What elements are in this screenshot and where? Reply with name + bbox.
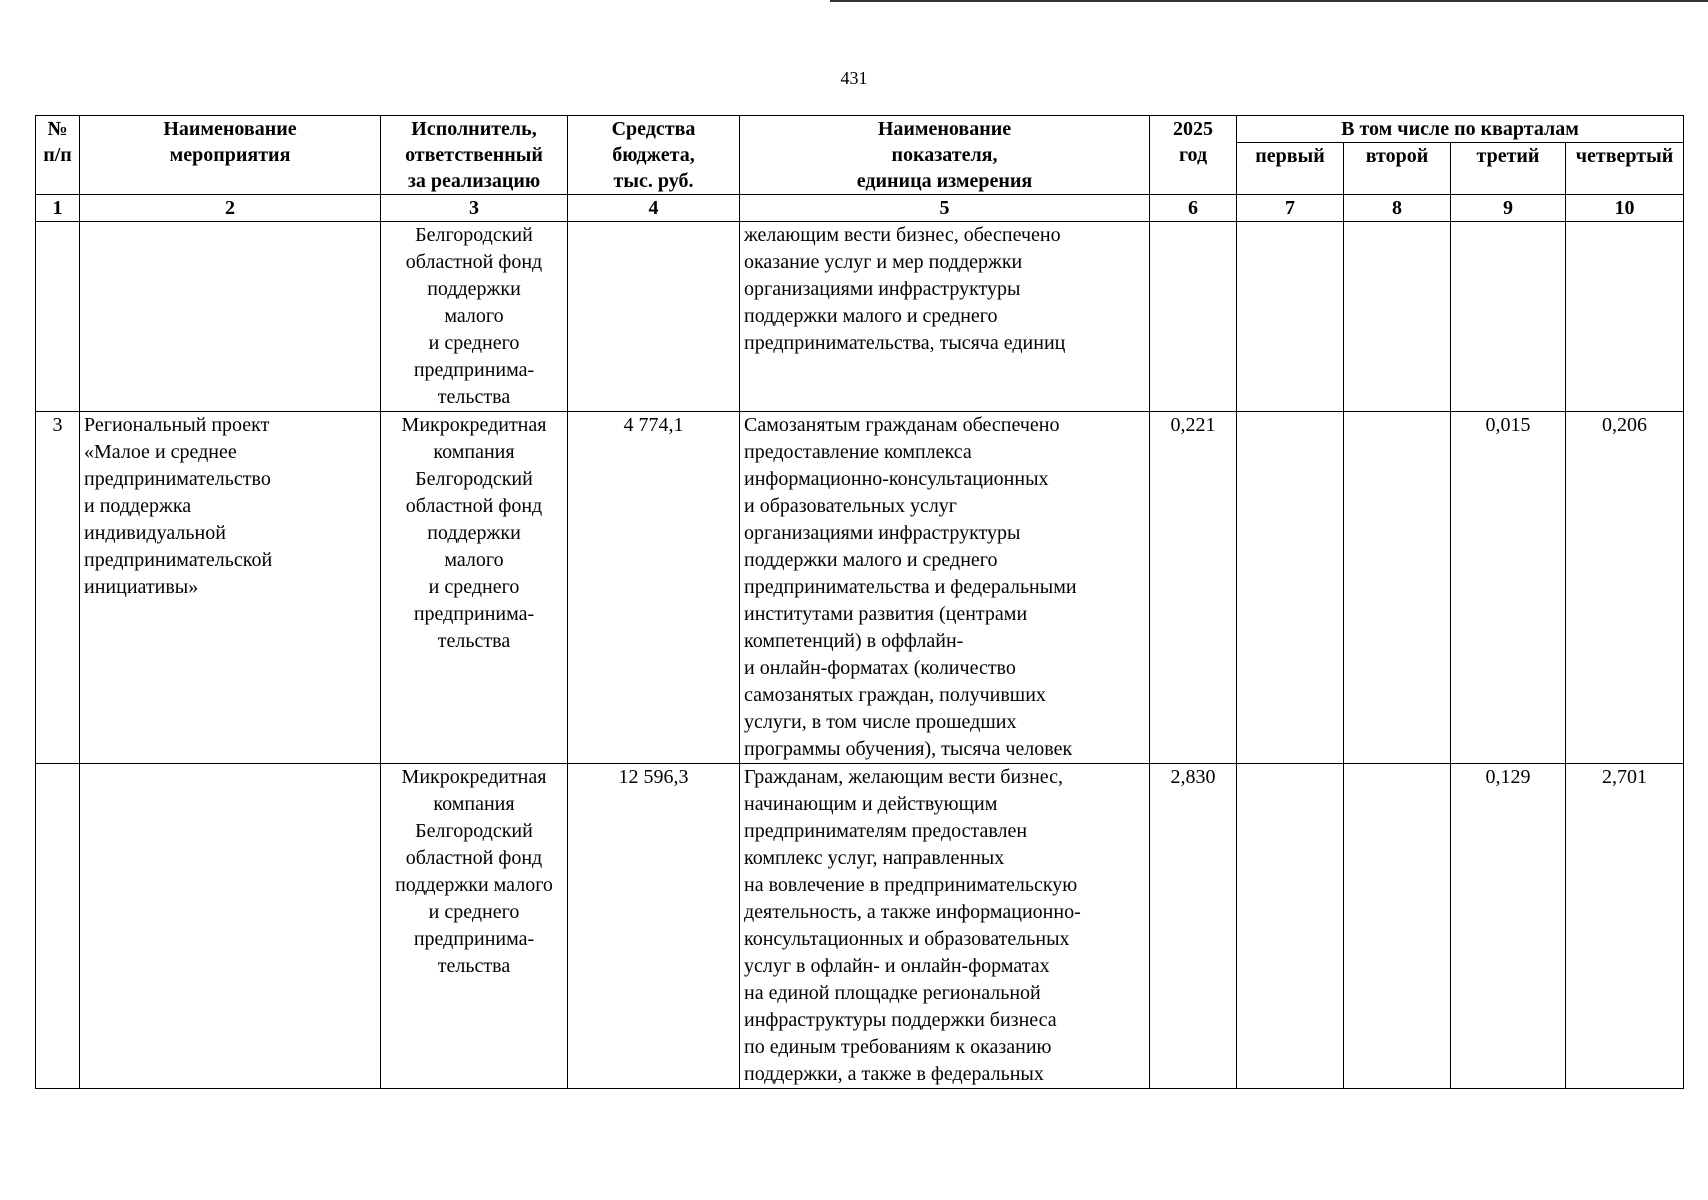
column-number: 7 — [1237, 195, 1344, 222]
year-value — [1150, 222, 1237, 412]
executor: Микрокредитная компания Белгородский областной фонд поддержки малого и среднего предпринима- тельства — [381, 412, 568, 764]
column-number: 6 — [1150, 195, 1237, 222]
header-quarters: В том числе по кварталам — [1237, 116, 1684, 143]
q1-value — [1237, 412, 1344, 764]
header-year: 2025 год — [1150, 116, 1237, 195]
column-number-row — [36, 195, 1684, 222]
year-value: 2,830 — [1150, 764, 1237, 1089]
column-number: 1 — [36, 195, 80, 222]
q3-value: 0,015 — [1451, 412, 1566, 764]
q1-value — [1237, 222, 1344, 412]
budget-amount: 4 774,1 — [568, 412, 740, 764]
budget-amount — [568, 222, 740, 412]
event-name — [80, 222, 381, 412]
row-number — [36, 764, 80, 1089]
indicator-text: Самозанятым гражданам обеспечено предоставление комплекса информационно-консультационных и образовательных услуг организациями инфраструктуры поддержки малого и среднего предпринимательства и федеральными институтами развития (центрами компетенций) в оффлайн- и онлайн-форматах (количество самозанятых граждан, получивших услуги, в том числе прошедших программы обучения), тысяча человек — [740, 412, 1150, 764]
header-q1: первый — [1237, 143, 1344, 195]
header-q4: четвертый — [1566, 143, 1684, 195]
q4-value — [1566, 222, 1684, 412]
q1-value — [1237, 764, 1344, 1089]
row-number: 3 — [36, 412, 80, 764]
header-num: № п/п — [36, 116, 80, 195]
q4-value: 2,701 — [1566, 764, 1684, 1089]
header-indicator: Наименование показателя, единица измерения — [740, 116, 1150, 195]
q3-value: 0,129 — [1451, 764, 1566, 1089]
executor: Микрокредитная компания Белгородский областной фонд поддержки малого и среднего предпринима- тельства — [381, 764, 568, 1089]
event-name — [80, 764, 381, 1089]
column-number: 4 — [568, 195, 740, 222]
table-row — [36, 222, 1684, 412]
column-number: 2 — [80, 195, 381, 222]
year-value: 0,221 — [1150, 412, 1237, 764]
page-number: 431 — [840, 68, 868, 88]
indicator-text: Гражданам, желающим вести бизнес, начинающим и действующим предпринимателям предоставлен комплекс услуг, направленных на вовлечение в предпринимательскую деятельность, а также информационно- консультационных и образовательных услуг в офлайн- и онлайн-форматах на единой площадке региональной инфраструктуры поддержки бизнеса по единым требованиям к оказанию поддержки, а также в федеральных — [740, 764, 1150, 1089]
executor: Белгородский областной фонд поддержки малого и среднего предпринима- тельства — [381, 222, 568, 412]
header-budget: Средства бюджета, тыс. руб. — [568, 116, 740, 195]
q2-value — [1344, 222, 1451, 412]
q2-value — [1344, 412, 1451, 764]
header-q2: второй — [1344, 143, 1451, 195]
q2-value — [1344, 764, 1451, 1089]
column-number: 10 — [1566, 195, 1684, 222]
column-number: 8 — [1344, 195, 1451, 222]
column-number: 5 — [740, 195, 1150, 222]
row-number — [36, 222, 80, 412]
column-number: 3 — [381, 195, 568, 222]
top-edge-line — [830, 0, 1708, 2]
column-number: 9 — [1451, 195, 1566, 222]
budget-amount: 12 596,3 — [568, 764, 740, 1089]
table-row — [36, 412, 1684, 764]
measures-table — [35, 115, 1684, 1089]
q3-value — [1451, 222, 1566, 412]
indicator-text: желающим вести бизнес, обеспечено оказание услуг и мер поддержки организациями инфраструктуры поддержки малого и среднего предпринимательства, тысяча единиц — [740, 222, 1150, 412]
header-q3: третий — [1451, 143, 1566, 195]
event-name: Региональный проект «Малое и среднее предпринимательство и поддержка индивидуальной предпринимательской инициативы» — [80, 412, 381, 764]
q4-value: 0,206 — [1566, 412, 1684, 764]
header-executor: Исполнитель, ответственный за реализацию — [381, 116, 568, 195]
header-row-1 — [36, 116, 1684, 143]
table-row — [36, 764, 1684, 1089]
header-event: Наименование мероприятия — [80, 116, 381, 195]
